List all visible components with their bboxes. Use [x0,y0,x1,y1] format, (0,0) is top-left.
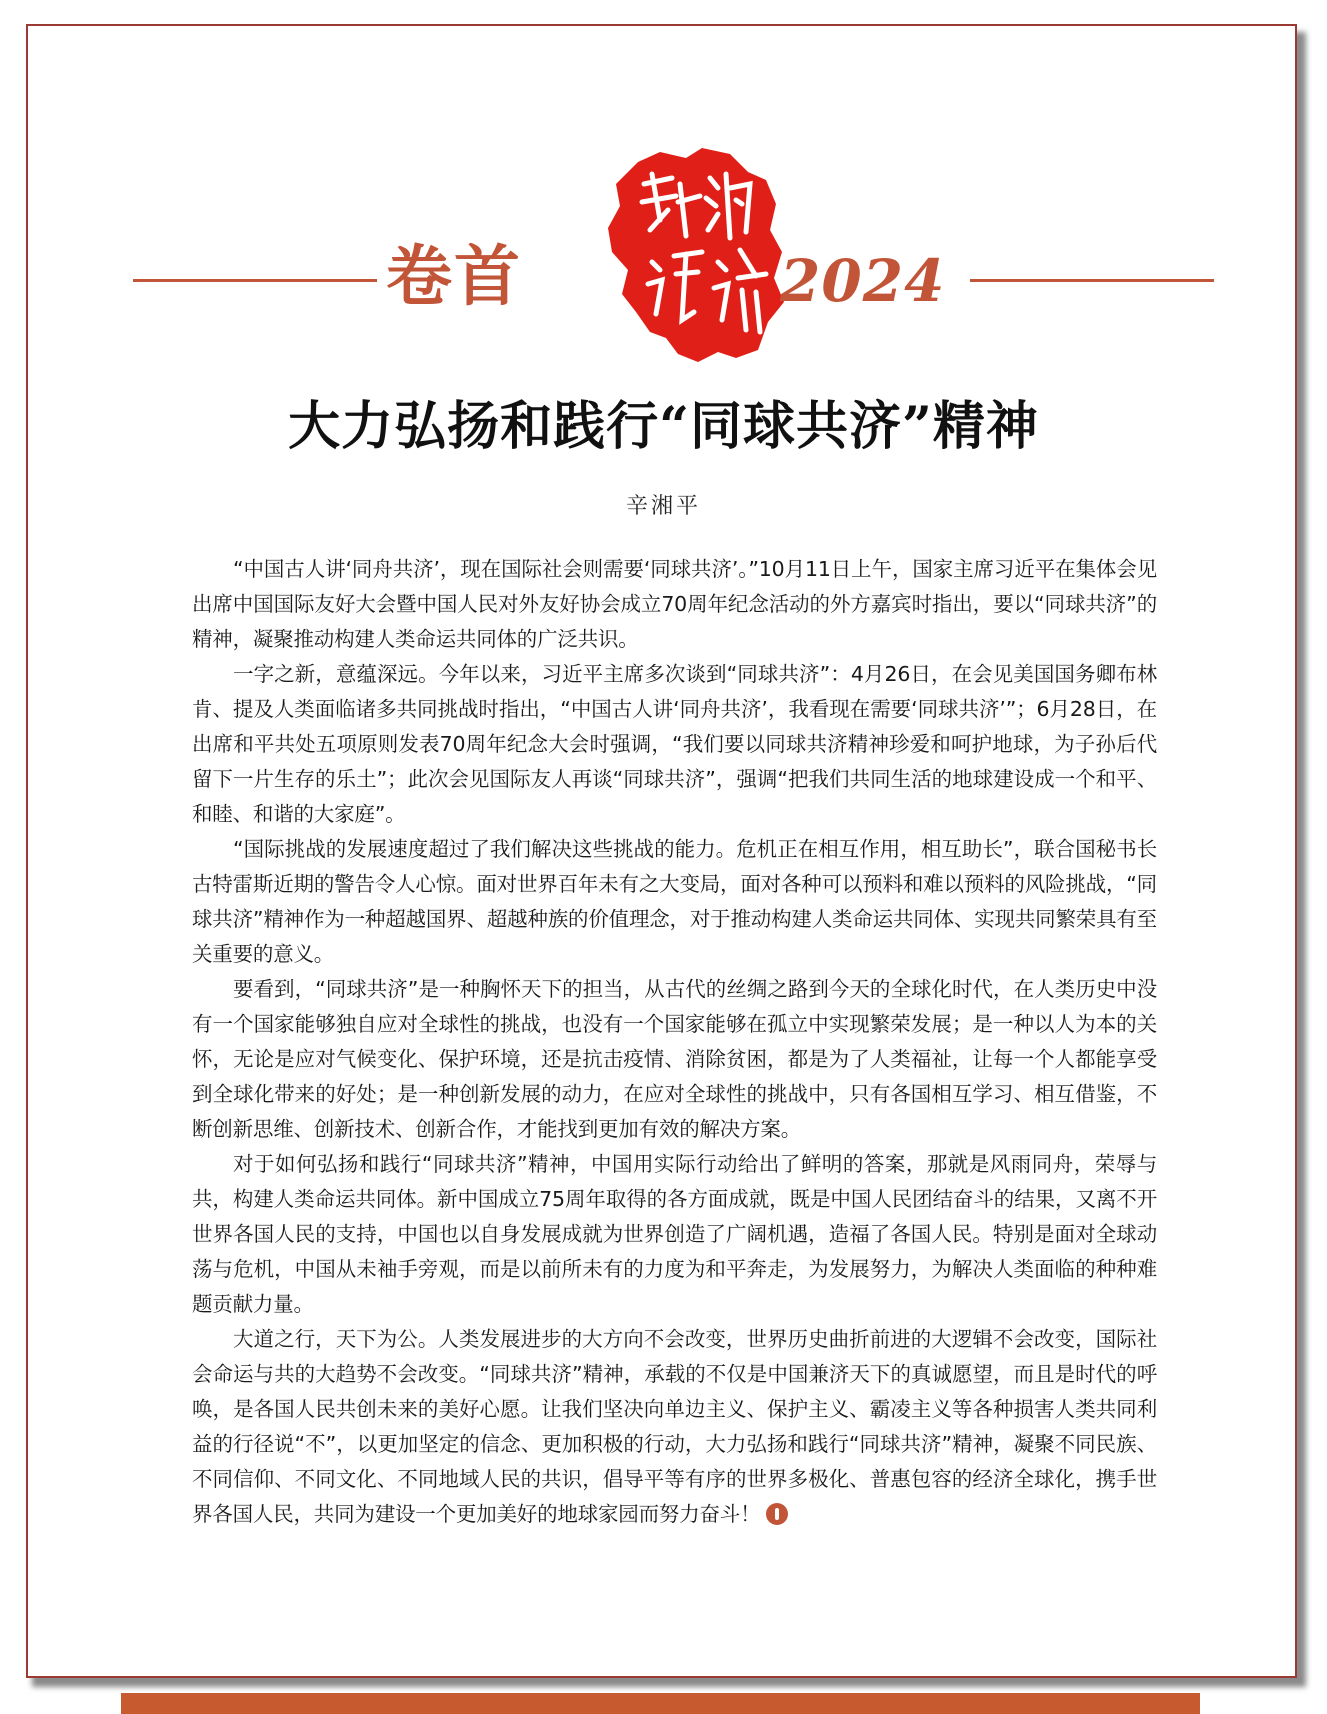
magazine-page [26,24,1297,1678]
xinxiang-pinglun-logo-icon [590,144,792,366]
end-mark-icon [766,1503,788,1525]
article-title: 大力弘扬和践行“同球共济”精神 [288,396,1039,457]
article-paragraph: 对于如何弘扬和践行“同球共济”精神，中国用实际行动给出了鲜明的答案，那就是风雨同舟，荣辱与共，构建人类命运共同体。新中国成立75周年取得的各方面成就，既是中国人民团结奋斗的结果，又离不开世界各国人民的支持，中国也以自身发展成就为世界创造了广阔机遇，造福了各国人民。特别是面对全球动荡与危机，中国从未袖手旁观，而是以前所未有的力度为和平奔走，为发展努力，为解决人类面临的种种难题贡献力量。 [192,1152,1157,1316]
article-paragraph: 要看到，“同球共济”是一种胸怀天下的担当，从古代的丝绸之路到今天的全球化时代，在人类历史中没有一个国家能够独自应对全球性的挑战，也没有一个国家能够在孤立中实现繁荣发展；是一种以人为本的关怀，无论是应对气候变化、保护环境，还是抗击疫情、消除贫困，都是为了人类福祉，让每一个人都能享受到全球化带来的好处；是一种创新发展的动力，在应对全球性的挑战中，只有各国相互学习、相互借鉴，不断创新思维、创新技术、创新合作，才能找到更加有效的解决方案。 [192,977,1157,1141]
article-paragraph-text: 大道之行，天下为公。人类发展进步的大方向不会改变，世界历史曲折前进的大逻辑不会改变，国际社会命运与共的大趋势不会改变。“同球共济”精神，承载的不仅是中国兼济天下的真诚愿望，而且是时代的呼唤，是各国人民共创未来的美好心愿。让我们坚决向单边主义、保护主义、霸凌主义等各种损害人类共同利益的行径说“不”，以更加坚定的信念、更加积极的行动，大力弘扬和践行“同球共济”精神，凝聚不同民族、不同信仰、不同文化、不同地域人民的共识，倡导平等有序的世界多极化、普惠包容的经济全球化，携手世界各国人民，共同为建设一个更加美好的地球家园而努力奋斗！ [192,1327,1157,1526]
article-author: 辛湘平 [625,494,701,519]
footer-bar [121,1693,1200,1714]
article-body [192,552,1157,1532]
section-label: 卷首 [386,238,522,315]
article-paragraph-last [192,1322,1157,1532]
article-paragraph: “国际挑战的发展速度超过了我们解决这些挑战的能力。危机正在相互作用，相互助长”，联合国秘书长古特雷斯近期的警告令人心惊。面对世界百年未有之大变局，面对各种可以预料和难以预料的风险挑战，“同球共济”精神作为一种超越国界、超越种族的价值理念，对于推动构建人类命运共同体、实现共同繁荣具有至关重要的意义。 [192,837,1157,966]
article-paragraph: 一字之新，意蕴深远。今年以来，习近平主席多次谈到“同球共济”：4月26日，在会见美国国务卿布林肯、提及人类面临诸多共同挑战时指出，“中国古人讲‘同舟共济’，我看现在需要‘同球共济’”；6月28日，在出席和平共处五项原则发表70周年纪念大会时强调，“我们要以同球共济精神珍爱和呵护地球，为子孙后代留下一片生存的乐土”；此次会见国际友人再谈“同球共济”，强调“把我们共同生活的地球建设成一个和平、和睦、和谐的大家庭”。 [192,662,1157,826]
header-rule-left [133,279,377,282]
header-rule-right [970,279,1214,282]
issue-year: 2024 [780,247,946,315]
article-paragraph: “中国古人讲‘同舟共济’，现在国际社会则需要‘同球共济’。”10月11日上午，国家主席习近平在集体会见出席中国国际友好大会暨中国人民对外友好协会成立70周年纪念活动的外方嘉宾时指出，要以“同球共济”的精神，凝聚推动构建人类命运共同体的广泛共识。 [192,557,1157,651]
